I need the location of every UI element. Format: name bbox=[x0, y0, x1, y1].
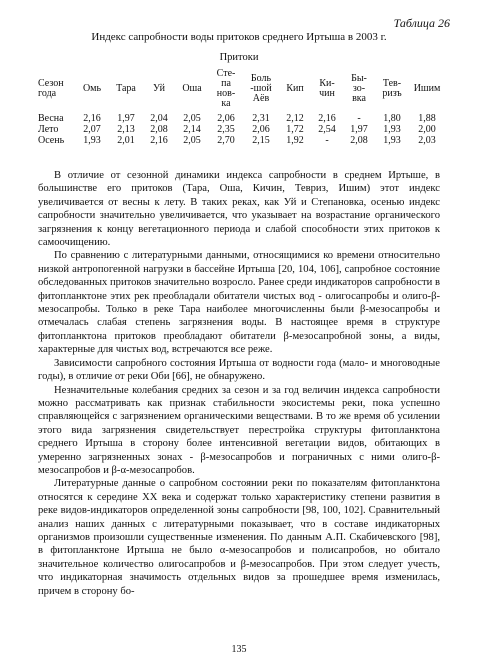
value-cell: 1,92 bbox=[286, 135, 304, 146]
value-cell: 2,08 bbox=[350, 135, 368, 146]
value-cell: - bbox=[357, 113, 361, 124]
value-cell: 2,06 bbox=[217, 113, 235, 124]
season-cell: Лето bbox=[38, 124, 59, 135]
value-cell: 2,08 bbox=[150, 124, 168, 135]
header-kichin: Ки- чин bbox=[319, 78, 335, 99]
paragraph: По сравнению с литературными данными, относящимися ко времени относительно низкой антропогенной нагрузки в бассейне Иртыша [20, 104, 106], сапробное состояние обследованных притоков значительно возросло. Ранее среди индикаторов сапробности в фитопланктоне этих рек преобладали обитатели чистых вод - олигосапробы и олиго-β-мезосапробы. Только в реке Тара наиболее многочисленны были β-мезосапробы и отмечалась слабая степень загрязнения воды. В настоящее время в структуре фитопланктона притоков преобладают обитатели β-мезосапробной зоны, а виды, характерные для чистых вод, встречаются все реже. bbox=[38, 250, 440, 356]
paragraph: Незначительные колебания средних за сезон и за год величин индекса сапробности можно рассматривать как признак стабильности экосистемы реки, пока успешно справляющейся с загрязнением органическими веществами. В то же время об усилении этого вида загрязнения свидетельствует перестройка структуры фитопланктона среднего Иртыша в сторону более интенсивной вегетации видов, обитающих в умеренно загрязненных зонах - β-мезосапробов и пограничных с ними олиго-β-мезосапробов и β-α-мезосапробов. bbox=[38, 384, 440, 476]
table-row bbox=[38, 113, 445, 124]
value-cell: 2,16 bbox=[150, 135, 168, 146]
header-ishim: Ишим bbox=[413, 83, 441, 94]
header-tara: Тара bbox=[116, 83, 136, 94]
value-cell: 2,07 bbox=[83, 124, 101, 135]
value-cell: 2,06 bbox=[252, 124, 270, 135]
table-label: Таблица 26 bbox=[393, 16, 450, 30]
table-group-header: Притоки bbox=[219, 52, 259, 63]
header-stepanovka: Сте- па нов- ка bbox=[216, 68, 236, 109]
value-cell: 2,00 bbox=[418, 124, 436, 135]
value-cell: 2,12 bbox=[286, 113, 304, 124]
header-byzovka: Бы- зо- вка bbox=[351, 73, 367, 104]
value-cell: 1,93 bbox=[83, 135, 101, 146]
table-row bbox=[38, 135, 445, 146]
body-text bbox=[38, 169, 440, 598]
value-cell: 1,97 bbox=[117, 113, 135, 124]
saprobity-table bbox=[38, 67, 445, 146]
table-header-row bbox=[38, 67, 445, 113]
value-cell: 2,03 bbox=[418, 135, 436, 146]
header-om: Омь bbox=[82, 83, 102, 94]
table-caption: Индекс сапробности воды притоков среднего Иртыша в 2003 г. bbox=[91, 31, 387, 43]
value-cell: 2,05 bbox=[183, 135, 201, 146]
value-cell: 2,70 bbox=[217, 135, 235, 146]
season-cell: Весна bbox=[38, 113, 64, 124]
value-cell: 1,80 bbox=[383, 113, 401, 124]
value-cell: 2,16 bbox=[318, 113, 336, 124]
value-cell: 2,16 bbox=[83, 113, 101, 124]
value-cell: 2,15 bbox=[252, 135, 270, 146]
value-cell: 2,13 bbox=[117, 124, 135, 135]
header-season: Сезон года bbox=[38, 78, 64, 99]
header-kip: Кип bbox=[286, 83, 304, 94]
paragraph: Зависимости сапробного состояния Иртыша от водности года (мало- и многоводные годы), в отличие от реки Оби [66], не обнаружено. bbox=[38, 357, 440, 383]
paragraph: В отличие от сезонной динамики индекса сапробности в среднем Иртыше, в большинстве его притоков (Тара, Оша, Кичин, Тевриз, Ишим) этот индекс увеличивается от весны к лету. В таких реках, как Уй и Степановка, осенью индекс сапробности значительно увеличивается, что указывает на возрастание органического загрязнения к концу вегетационного периода и слабой способности этих притоков к самоочищению. bbox=[38, 170, 440, 249]
value-cell: 1,93 bbox=[383, 135, 401, 146]
season-cell: Осень bbox=[38, 135, 65, 146]
value-cell: 2,31 bbox=[252, 113, 270, 124]
header-tevriz: Тев- ризъ bbox=[382, 78, 402, 99]
value-cell: 2,04 bbox=[150, 113, 168, 124]
value-cell: 2,14 bbox=[183, 124, 201, 135]
value-cell: - bbox=[325, 135, 329, 146]
value-cell: 1,88 bbox=[418, 113, 436, 124]
header-bolshoy-ayov: Боль -шой Аёв bbox=[250, 73, 272, 104]
value-cell: 2,01 bbox=[117, 135, 135, 146]
value-cell: 2,35 bbox=[217, 124, 235, 135]
paragraph: Литературные данные о сапробном состоянии реки по показателям фитопланктона относятся к середине XX века и содержат только характеристику степени развития в реке видов-индикаторов определенной зоны сапробности [98, 100, 102]. Сравнительный анализ наших данных с литературными показывает, что в составе индикаторных организмов произошли существенные изменения. По данным А.П. Скабичевского [98], в фитопланктоне Иртыша не было α-мезосапробов и полисапробов, но обитало значительное количество олигосапробов и β-мезосапробов. При этом следует учесть, что индикаторная значимость отдельных видов за прошедшее время изменилась, причем в сторону бо- bbox=[38, 478, 440, 597]
value-cell: 1,97 bbox=[350, 124, 368, 135]
table-row bbox=[38, 124, 445, 135]
value-cell: 1,72 bbox=[286, 124, 304, 135]
value-cell: 1,93 bbox=[383, 124, 401, 135]
value-cell: 2,05 bbox=[183, 113, 201, 124]
header-osha: Оша bbox=[182, 83, 202, 94]
header-uy: Уй bbox=[153, 83, 165, 94]
page-number: 135 bbox=[231, 644, 247, 655]
value-cell: 2,54 bbox=[318, 124, 336, 135]
